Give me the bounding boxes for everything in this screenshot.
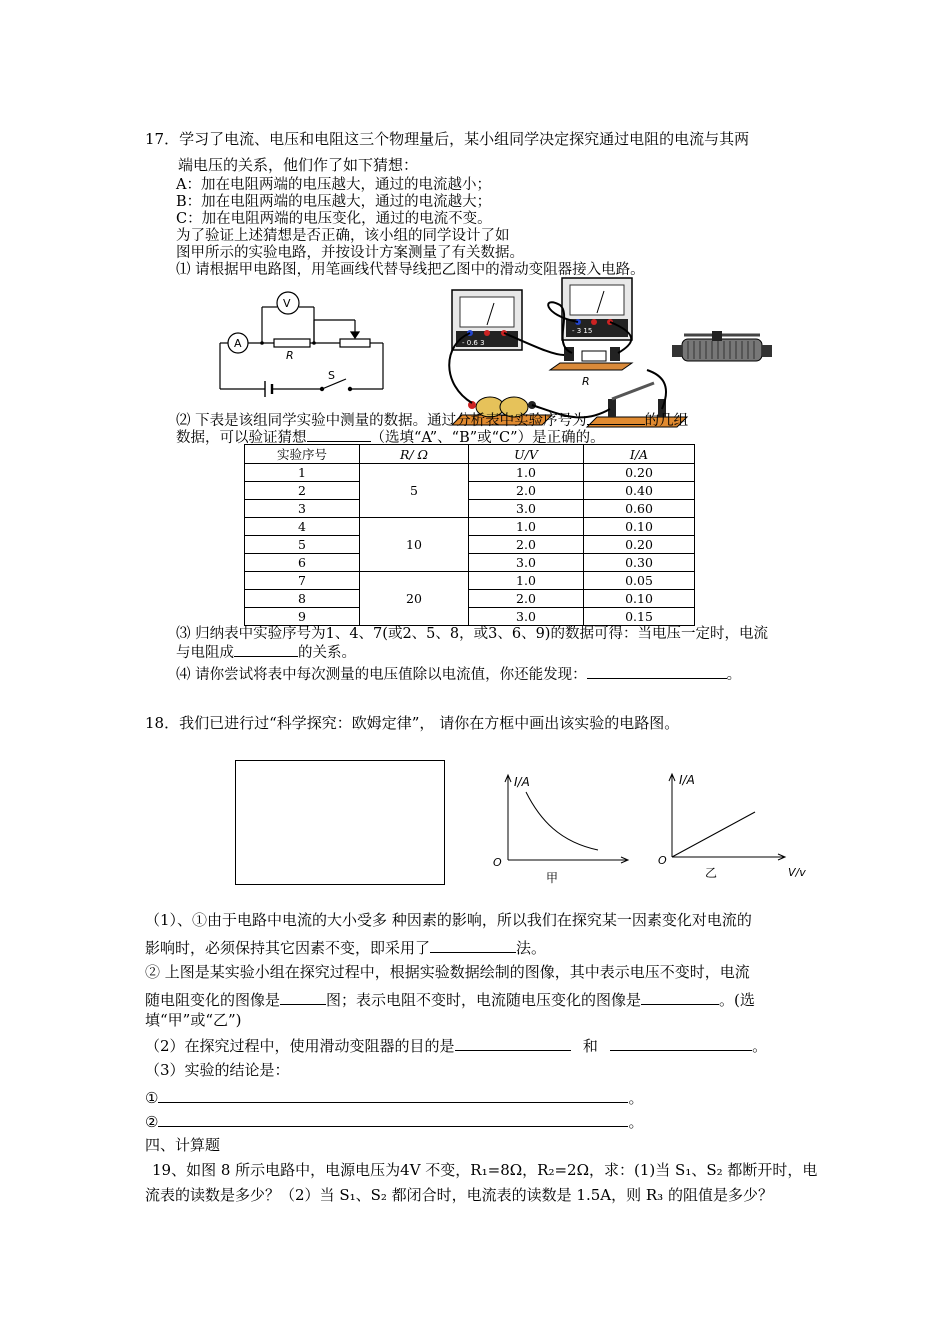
q17-line2: 端电压的关系，他们作了如下猜想： [178, 156, 419, 174]
graph-yi-ylabel: I/A [679, 773, 695, 787]
table-row [245, 536, 695, 554]
graph-jia-ylabel: I/A [514, 775, 530, 789]
blank-method[interactable] [430, 936, 516, 953]
q18-p2-line2: 随电阻变化的图像是 图；表示电阻不变时，电流随电压变化的图像是 。(选 [145, 988, 755, 1010]
table-header: 实验序号 [245, 445, 360, 464]
table-cell-r: 10 [360, 518, 469, 572]
blank-exp-numbers[interactable] [587, 410, 645, 425]
data-table [244, 444, 695, 626]
q18-p3: （2）在探究过程中，使用滑动变阻器的目的是 和 。 [145, 1034, 767, 1056]
q18-p4: （3）实验的结论是： [145, 1061, 290, 1079]
q17-verify-1: 为了验证上述猜想是否正确，该小组的同学设计了如 [176, 228, 510, 244]
table-cell-u: 1.0 [469, 464, 584, 482]
resistor-label: R [286, 349, 294, 362]
q18-p1-line2: 影响时，必须保持其它因素不变，即采用了 法。 [145, 936, 546, 958]
q17-guess-a: A：加在电阻两端的电压越大，通过的电流越小； [176, 177, 491, 193]
table-header-row [245, 445, 695, 464]
table-cell-i: 0.20 [584, 464, 695, 482]
table-cell-n: 6 [245, 554, 360, 572]
table-cell-i: 0.20 [584, 536, 695, 554]
blank-purpose-1[interactable] [455, 1034, 571, 1051]
blank-guess[interactable] [307, 427, 371, 442]
ammeter-scale: - 0.6 3 [462, 339, 485, 347]
table-row [245, 464, 695, 482]
table-cell-u: 3.0 [469, 554, 584, 572]
q17-part3-line1: ⑶ 归纳表中实验序号为1、4、7(或2、5、8，或3、6、9)的数据可得：当电压一定时，电流 [176, 626, 768, 642]
ammeter-label: A [234, 337, 242, 350]
voltmeter-scale: - 3 15 [572, 327, 593, 335]
table-cell-n: 1 [245, 464, 360, 482]
table-cell-u: 2.0 [469, 482, 584, 500]
q18-title: 18．我们已进行过“科学探究：欧姆定律”， 请你在方框中画出该实验的电路图。 [145, 714, 680, 732]
table-cell-u: 2.0 [469, 536, 584, 554]
device-r-label: R [582, 375, 590, 388]
voltmeter-label: V [283, 297, 291, 310]
table-header: R/ Ω [360, 445, 469, 464]
q18-p2-line3: 填“甲”或“乙”) [145, 1011, 242, 1029]
voltmeter-device [562, 278, 632, 340]
table-cell-i: 0.10 [584, 590, 695, 608]
table-cell-i: 0.10 [584, 518, 695, 536]
blank-graph-resistance[interactable] [280, 988, 326, 1005]
table-cell-r: 20 [360, 572, 469, 626]
graph-yi [655, 770, 820, 885]
q17-part2-line2: 数据，可以验证猜想 （选填“A”、“B”或“C”）是正确的。 [176, 427, 605, 447]
q18-p2-line1: ② 上图是某实验小组在探究过程中，根据实验数据绘制的图像，其中表示电压不变时，电流 [145, 963, 750, 981]
table-cell-u: 3.0 [469, 500, 584, 518]
table-cell-i: 0.15 [584, 608, 695, 626]
blank-conclusion-1[interactable] [158, 1086, 628, 1103]
graph-yi-caption: 乙 [705, 866, 718, 880]
table-cell-i: 0.05 [584, 572, 695, 590]
q18-conclusion-2: ② 。 [145, 1110, 643, 1132]
graph-jia-caption: 甲 [546, 871, 559, 885]
table-cell-r: 5 [360, 464, 469, 518]
q17-guess-c: C：加在电阻两端的电压变化，通过的电流不变。 [176, 211, 492, 227]
table-header: U/V [469, 445, 584, 464]
ammeter-device [452, 290, 522, 350]
graph-jia-origin: O [493, 856, 502, 869]
table-row [245, 590, 695, 608]
table-cell-i: 0.60 [584, 500, 695, 518]
rheostat-device [672, 331, 772, 361]
switch-label: S [328, 369, 335, 382]
table-cell-i: 0.40 [584, 482, 695, 500]
blank-purpose-2[interactable] [610, 1034, 752, 1051]
table-cell-u: 1.0 [469, 518, 584, 536]
q18-p1-line1: （1）、①由于电路中电流的大小受多 种因素的影响，所以我们在探究某一因素变化对电流的 [145, 911, 752, 929]
table-cell-u: 2.0 [469, 590, 584, 608]
table-cell-n: 7 [245, 572, 360, 590]
circuit-drawing-box[interactable] [235, 760, 445, 885]
q17-part4: ⑷ 请你尝试将表中每次测量的电压值除以电流值，你还能发现： 。 [176, 664, 741, 684]
blank-graph-voltage[interactable] [641, 988, 719, 1005]
table-row [245, 518, 695, 536]
blank-relation[interactable] [234, 642, 298, 657]
blank-discovery[interactable] [587, 664, 727, 679]
table-row [245, 608, 695, 626]
q18-conclusion-1: ① 。 [145, 1086, 643, 1108]
table-cell-n: 8 [245, 590, 360, 608]
q17-part1: ⑴ 请根据甲电路图，用笔画线代替导线把乙图中的滑动变阻器接入电路。 [176, 262, 645, 278]
graph-yi-xlabel: V/v [788, 866, 806, 879]
blank-conclusion-2[interactable] [158, 1110, 628, 1127]
graph-jia [490, 770, 635, 890]
q17-part3-line2: 与电阻成 的关系。 [176, 642, 356, 662]
q19-line2: 流表的读数是多少？（2）当 S₁、S₂ 都闭合时，电流表的读数是 1.5A，则 R₃ 的阻值是多少？ [145, 1186, 773, 1204]
table-cell-n: 3 [245, 500, 360, 518]
table-cell-u: 1.0 [469, 572, 584, 590]
section4-title: 四、计算题 [145, 1136, 221, 1154]
table-row [245, 554, 695, 572]
q17-line1: 17．学习了电流、电压和电阻这三个物理量后，某小组同学决定探究通过电阻的电流与其两 [145, 130, 750, 148]
table-cell-n: 4 [245, 518, 360, 536]
q17-part2-line1: ⑵ 下表是该组同学实验中测量的数据。通过分析表中实验序号为 的几组 [176, 410, 688, 430]
table-cell-n: 5 [245, 536, 360, 554]
q19-line1: 19、如图 8 所示电路中，电源电压为4V 不变，R₁=8Ω，R₂=2Ω，求：(1)当 S₁、S₂ 都断开时，电 [152, 1161, 818, 1179]
table-cell-i: 0.30 [584, 554, 695, 572]
table-cell-u: 3.0 [469, 608, 584, 626]
table-row [245, 572, 695, 590]
q17-verify-2: 图甲所示的实验电路，并按设计方案测量了有关数据。 [176, 245, 524, 261]
table-row [245, 500, 695, 518]
table-cell-n: 2 [245, 482, 360, 500]
table-header: I/A [584, 445, 695, 464]
circuit-diagram-jia [210, 285, 395, 400]
table-row [245, 482, 695, 500]
q17-guess-b: B：加在电阻两端的电压越大，通过的电流越大； [176, 194, 492, 210]
table-cell-n: 9 [245, 608, 360, 626]
graph-yi-origin: O [658, 854, 667, 867]
